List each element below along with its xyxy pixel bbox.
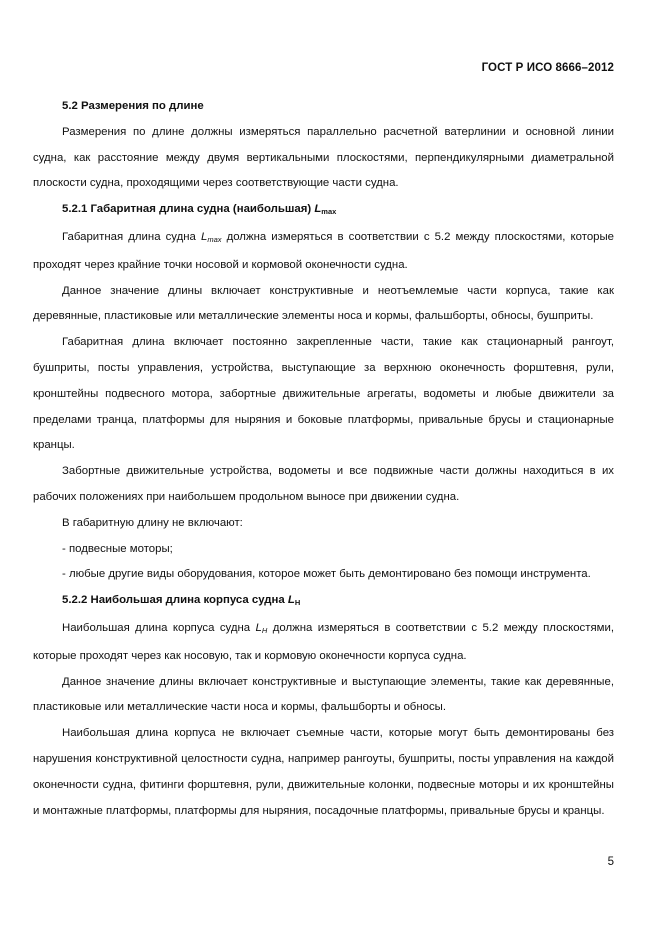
page-number: 5 <box>607 856 614 868</box>
paragraph <box>33 616 614 670</box>
paragraph: Данное значение длины включает конструктивные и выступающие элементы, такие как деревянные, пластиковые или металлические части носа и кормы, фальшборты и обносы. <box>33 675 614 714</box>
section-heading-5-2: 5.2 Размерения по длине <box>62 100 204 112</box>
paragraph: Наибольшая длина корпуса не включает съемные части, которые могут быть демонтированы без нарушения конструктивной целостности судна, например рангоуты, бушприты, посты управления на каждой оконечности судна, фитинги форштевня, рули, движительные колонки, подвесные моторы и их кронштейны и монтажные платформы, платформы для ныряния, посадочные платформы, привальные брусы и кранцы. <box>33 727 614 817</box>
heading-text: 5.2.1 Габаритная длина судна (наибольшая) <box>62 203 315 216</box>
section-heading-5-2-2 <box>33 588 614 616</box>
document-header: ГОСТ Р ИСО 8666–2012 <box>481 62 614 74</box>
heading-text: 5.2.2 Наибольшая длина корпуса судна <box>62 594 288 607</box>
document-body <box>33 94 615 824</box>
list-item: - любые другие виды оборудования, которое может быть демонтировано без помощи инструмента. <box>62 568 591 581</box>
section-heading-5-2-1 <box>33 197 614 225</box>
paragraph-text: Наибольшая длина корпуса судна <box>62 621 256 634</box>
paragraph: Размерения по длине должны измеряться параллельно расчетной ватерлинии и основной линии судна, как расстояние между двумя вертикальными плоскостями, перпендикулярными диаметральной плоскости судна, проходящими через соответствующие части судна. <box>33 125 614 190</box>
symbol-subscript: H <box>294 598 301 608</box>
paragraph: В габаритную длину не включают: <box>62 516 243 529</box>
paragraph: Забортные движительные устройства, водометы и все подвижные части должны находиться в их рабочих положениях при наибольшем продольном выносе при движении судна. <box>33 465 614 503</box>
symbol-l: L <box>287 594 295 607</box>
symbol-subscript: max <box>321 207 337 217</box>
paragraph <box>33 225 614 279</box>
paragraph-text: Габаритная длина судна <box>62 230 201 243</box>
symbol-subscript: max <box>207 234 222 244</box>
symbol-l: L <box>200 230 208 243</box>
paragraph-text: должна измеряться в соответствии с 5.2 между плоскостями, которые проходят через как носовую, так и кормовую оконечности корпуса судна. <box>33 621 614 662</box>
symbol-l: L <box>314 203 322 216</box>
paragraph: Данное значение длины включает конструктивные и неотъемлемые части корпуса, такие как деревянные, пластиковые или металлические элементы носа и кормы, фальшборты, обносы, бушприты. <box>33 284 614 323</box>
list-item: - подвесные моторы; <box>62 542 173 555</box>
paragraph-text: должна измеряться в соответствии с 5.2 между плоскостями, которые проходят через крайние точки носовой и кормовой оконечности судна. <box>33 230 615 271</box>
symbol-l: L <box>255 621 262 634</box>
paragraph: Габаритная длина включает постоянно закрепленные части, такие как стационарный рангоут, бушприты, посты управления, устройства, выступающие за верхнюю оконечность форштевня, рули, кронштейны подвесного мотора, забортные движительные агрегаты, водометы и любые движители за пределами транца, платформы для ныряния и боковые платформы, привальные брусы и стационарные кранцы. <box>33 336 614 452</box>
symbol-subscript: H <box>261 625 268 635</box>
